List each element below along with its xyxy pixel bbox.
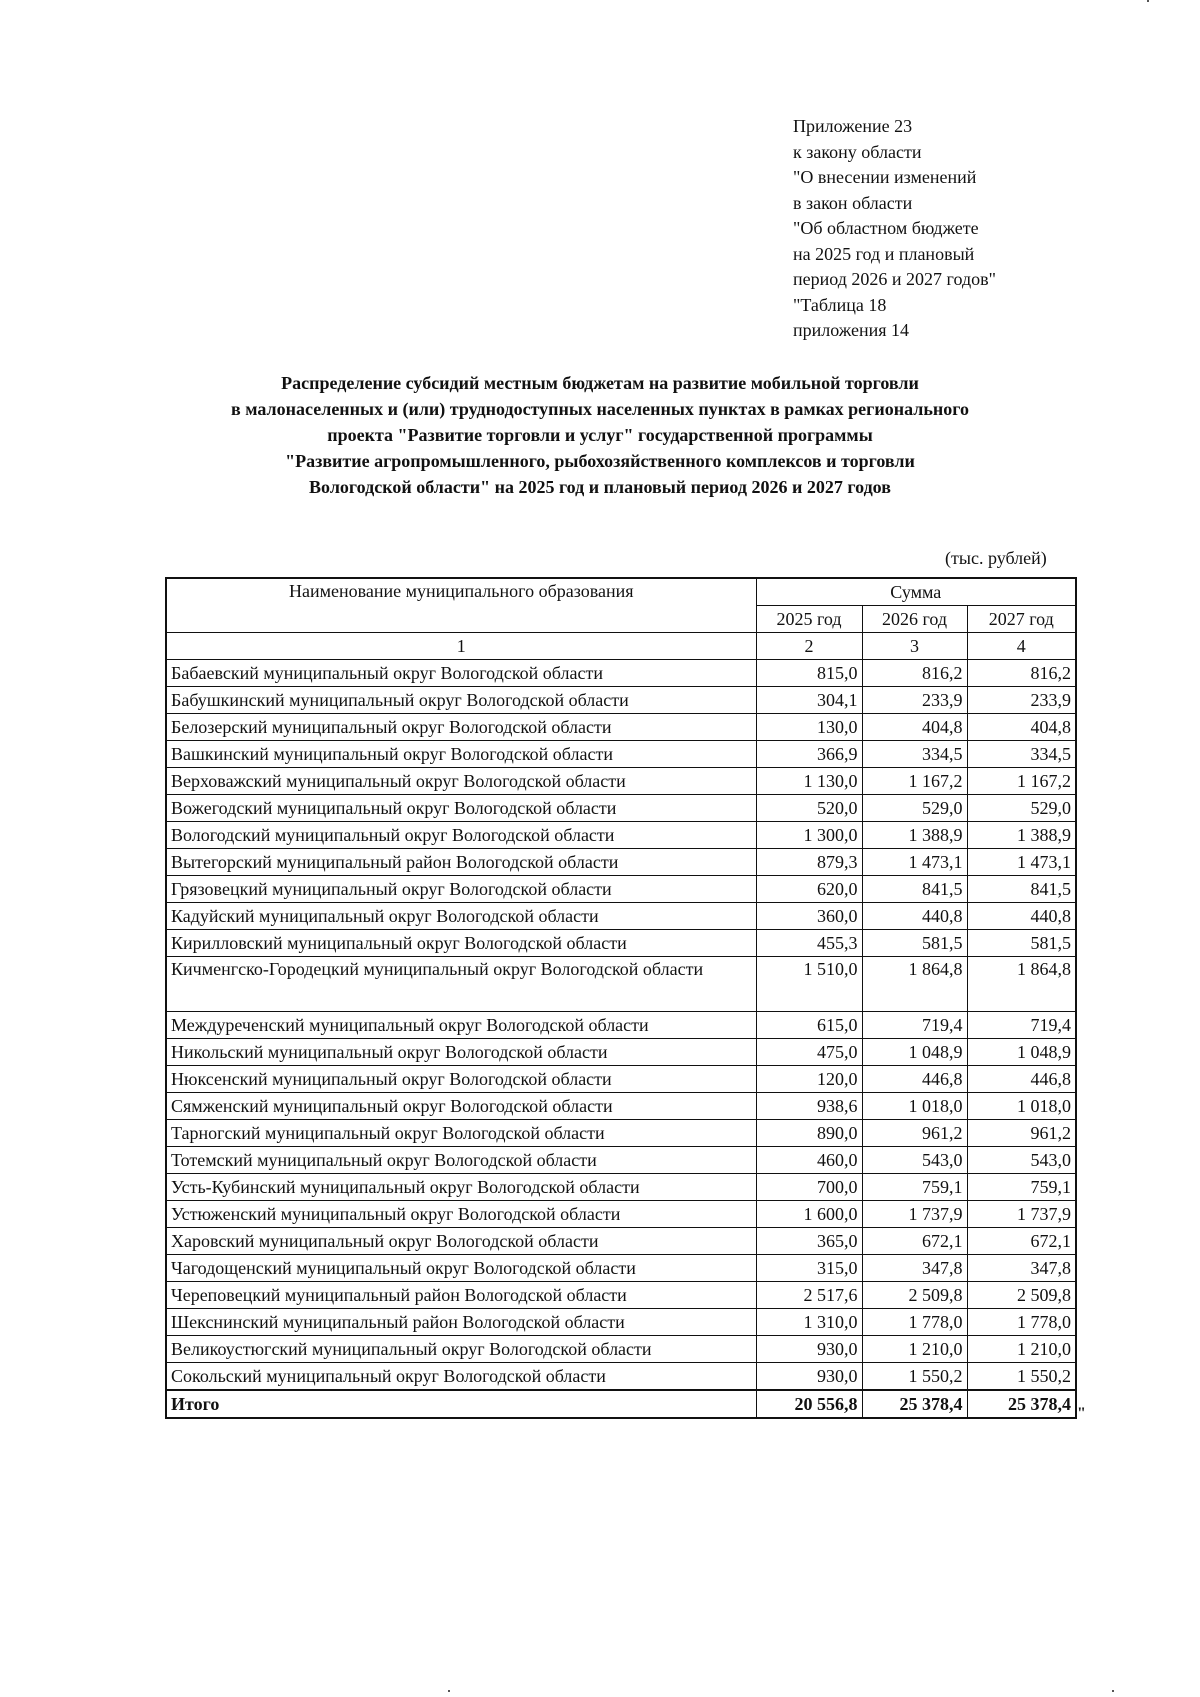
table-row xyxy=(166,687,1076,714)
closing-quote: " xyxy=(1077,1405,1086,1422)
table-row xyxy=(166,1363,1076,1391)
value-2026: 543,0 xyxy=(862,1147,967,1174)
value-2026: 529,0 xyxy=(862,795,967,822)
table-row xyxy=(166,714,1076,741)
col-number: 2 xyxy=(756,633,862,660)
value-2026: 1 737,9 xyxy=(862,1201,967,1228)
header-year-2025: 2025 год xyxy=(756,606,862,633)
table-row xyxy=(166,1066,1076,1093)
table-row xyxy=(166,741,1076,768)
value-2026: 1 778,0 xyxy=(862,1309,967,1336)
table-row xyxy=(166,1336,1076,1363)
value-2025: 700,0 xyxy=(756,1174,862,1201)
document-title xyxy=(150,370,1050,500)
value-2027: 334,5 xyxy=(967,741,1076,768)
municipality-name: Нюксенский муниципальный округ Вологодской области xyxy=(166,1066,756,1093)
value-2025: 615,0 xyxy=(756,1012,862,1039)
appendix-line: к закону области xyxy=(793,141,922,162)
value-2026: 719,4 xyxy=(862,1012,967,1039)
col-number: 3 xyxy=(862,633,967,660)
value-2025: 366,9 xyxy=(756,741,862,768)
municipality-name: Сокольский муниципальный округ Вологодской области xyxy=(166,1363,756,1391)
value-2025: 315,0 xyxy=(756,1255,862,1282)
value-2027: 581,5 xyxy=(967,930,1076,957)
value-2027: 2 509,8 xyxy=(967,1282,1076,1309)
municipality-name: Сямженский муниципальный округ Вологодской области xyxy=(166,1093,756,1120)
table-row xyxy=(166,849,1076,876)
municipality-name: Кичменгско-Городецкий муниципальный округ Вологодской области xyxy=(166,957,756,1012)
value-2025: 475,0 xyxy=(756,1039,862,1066)
table-row xyxy=(166,903,1076,930)
value-2027: 529,0 xyxy=(967,795,1076,822)
appendix-note xyxy=(793,114,996,344)
header-year-2026: 2026 год xyxy=(862,606,967,633)
value-2025: 455,3 xyxy=(756,930,862,957)
appendix-line: приложения 14 xyxy=(793,320,910,340)
total-2027: 25 378,4 xyxy=(967,1390,1076,1418)
table-row xyxy=(166,822,1076,849)
municipality-name: Череповецкий муниципальный район Вологодской области xyxy=(166,1282,756,1309)
table-row xyxy=(166,1228,1076,1255)
appendix-line: "Об областном бюджете xyxy=(793,218,979,238)
value-2026: 1 388,9 xyxy=(862,822,967,849)
value-2026: 841,5 xyxy=(862,876,967,903)
table-row xyxy=(166,768,1076,795)
value-2025: 938,6 xyxy=(756,1093,862,1120)
municipality-name: Усть-Кубинский муниципальный округ Вологодской области xyxy=(166,1174,756,1201)
value-2027: 1 048,9 xyxy=(967,1039,1076,1066)
municipality-name: Междуреченский муниципальный округ Вологодской области xyxy=(166,1012,756,1039)
table-row xyxy=(166,1147,1076,1174)
value-2027: 961,2 xyxy=(967,1120,1076,1147)
value-2025: 879,3 xyxy=(756,849,862,876)
municipality-name: Верховажский муниципальный округ Вологодской области xyxy=(166,768,756,795)
value-2026: 1 864,8 xyxy=(862,957,967,1012)
value-2025: 930,0 xyxy=(756,1336,862,1363)
municipality-name: Тотемский муниципальный округ Вологодской области xyxy=(166,1147,756,1174)
value-2027: 440,8 xyxy=(967,903,1076,930)
value-2027: 672,1 xyxy=(967,1228,1076,1255)
value-2025: 120,0 xyxy=(756,1066,862,1093)
value-2025: 1 130,0 xyxy=(756,768,862,795)
table-row xyxy=(166,1282,1076,1309)
col-number: 1 xyxy=(166,633,756,660)
municipality-name: Чагодощенский муниципальный округ Вологодской области xyxy=(166,1255,756,1282)
municipality-name: Кадуйский муниципальный округ Вологодской области xyxy=(166,903,756,930)
value-2026: 672,1 xyxy=(862,1228,967,1255)
municipality-name: Великоустюгский муниципальный округ Вологодской области xyxy=(166,1336,756,1363)
value-2025: 1 600,0 xyxy=(756,1201,862,1228)
table-row xyxy=(166,930,1076,957)
value-2027: 841,5 xyxy=(967,876,1076,903)
municipality-name: Бабаевский муниципальный округ Вологодской области xyxy=(166,660,756,687)
value-2027: 1 864,8 xyxy=(967,957,1076,1012)
municipality-name: Вожегодский муниципальный округ Вологодской области xyxy=(166,795,756,822)
table-row xyxy=(166,1255,1076,1282)
value-2027: 347,8 xyxy=(967,1255,1076,1282)
value-2027: 404,8 xyxy=(967,714,1076,741)
table-row xyxy=(166,1201,1076,1228)
value-2026: 440,8 xyxy=(862,903,967,930)
value-2027: 233,9 xyxy=(967,687,1076,714)
value-2027: 1 167,2 xyxy=(967,768,1076,795)
appendix-line: Приложение 23 xyxy=(793,116,913,136)
title-line: в малонаселенных и (или) труднодоступных населенных пунктах в рамках регионального xyxy=(231,399,969,419)
municipality-name: Вашкинский муниципальный округ Вологодской области xyxy=(166,741,756,768)
table-row xyxy=(166,660,1076,687)
value-2027: 816,2 xyxy=(967,660,1076,687)
total-2025: 20 556,8 xyxy=(756,1390,862,1418)
table-body xyxy=(166,660,1076,1391)
value-2025: 1 310,0 xyxy=(756,1309,862,1336)
municipality-name: Тарногский муниципальный округ Вологодской области xyxy=(166,1120,756,1147)
value-2026: 1 167,2 xyxy=(862,768,967,795)
value-2025: 930,0 xyxy=(756,1363,862,1391)
scan-speck xyxy=(1112,1690,1114,1692)
table-row xyxy=(166,1093,1076,1120)
municipality-name: Харовский муниципальный округ Вологодской области xyxy=(166,1228,756,1255)
header-sum: Сумма xyxy=(756,578,1076,606)
table-row xyxy=(166,1039,1076,1066)
title-line: Вологодской области" на 2025 год и плановый период 2026 и 2027 годов xyxy=(309,477,891,497)
appendix-line: на 2025 год и плановый xyxy=(793,243,975,264)
municipality-name: Кирилловский муниципальный округ Вологодской области xyxy=(166,930,756,957)
value-2025: 520,0 xyxy=(756,795,862,822)
total-2026: 25 378,4 xyxy=(862,1390,967,1418)
value-2026: 2 509,8 xyxy=(862,1282,967,1309)
col-number: 4 xyxy=(967,633,1076,660)
value-2026: 334,5 xyxy=(862,741,967,768)
value-2026: 961,2 xyxy=(862,1120,967,1147)
municipality-name: Вологодский муниципальный округ Вологодской области xyxy=(166,822,756,849)
value-2025: 460,0 xyxy=(756,1147,862,1174)
value-2026: 581,5 xyxy=(862,930,967,957)
table-row xyxy=(166,1174,1076,1201)
value-2027: 1 737,9 xyxy=(967,1201,1076,1228)
value-2027: 446,8 xyxy=(967,1066,1076,1093)
value-2025: 620,0 xyxy=(756,876,862,903)
municipality-name: Белозерский муниципальный округ Вологодской области xyxy=(166,714,756,741)
table-row xyxy=(166,957,1076,1012)
value-2027: 1 210,0 xyxy=(967,1336,1076,1363)
municipality-name: Вытегорский муниципальный район Вологодской области xyxy=(166,849,756,876)
value-2025: 1 510,0 xyxy=(756,957,862,1012)
title-line: проекта "Развитие торговли и услуг" государственной программы xyxy=(327,425,873,445)
table-row xyxy=(166,1012,1076,1039)
municipality-name: Устюженский муниципальный округ Вологодской области xyxy=(166,1201,756,1228)
value-2027: 1 388,9 xyxy=(967,822,1076,849)
table-row xyxy=(166,876,1076,903)
scan-speck xyxy=(1147,0,1149,2)
value-2026: 1 018,0 xyxy=(862,1093,967,1120)
appendix-line: "О внесении изменений xyxy=(793,167,977,187)
value-2027: 1 550,2 xyxy=(967,1363,1076,1391)
value-2027: 1 778,0 xyxy=(967,1309,1076,1336)
appendix-line: период 2026 и 2027 годов" xyxy=(793,269,996,289)
value-2026: 1 048,9 xyxy=(862,1039,967,1066)
table-row xyxy=(166,1309,1076,1336)
value-2026: 1 210,0 xyxy=(862,1336,967,1363)
value-2027: 759,1 xyxy=(967,1174,1076,1201)
value-2025: 304,1 xyxy=(756,687,862,714)
value-2027: 1 473,1 xyxy=(967,849,1076,876)
value-2025: 815,0 xyxy=(756,660,862,687)
header-year-2027: 2027 год xyxy=(967,606,1076,633)
value-2027: 719,4 xyxy=(967,1012,1076,1039)
value-2025: 130,0 xyxy=(756,714,862,741)
value-2026: 233,9 xyxy=(862,687,967,714)
appendix-line: "Таблица 18 xyxy=(793,294,887,315)
value-2026: 404,8 xyxy=(862,714,967,741)
municipality-name: Шекснинский муниципальный район Вологодской области xyxy=(166,1309,756,1336)
value-2025: 1 300,0 xyxy=(756,822,862,849)
title-line: Распределение субсидий местным бюджетам на развитие мобильной торговли xyxy=(281,373,919,393)
value-2026: 446,8 xyxy=(862,1066,967,1093)
units-label: (тыс. рублей) xyxy=(945,548,1047,568)
value-2027: 1 018,0 xyxy=(967,1093,1076,1120)
value-2025: 360,0 xyxy=(756,903,862,930)
appendix-line: в закон области xyxy=(793,192,913,213)
value-2026: 1 473,1 xyxy=(862,849,967,876)
value-2026: 759,1 xyxy=(862,1174,967,1201)
value-2026: 816,2 xyxy=(862,660,967,687)
total-row xyxy=(166,1390,1076,1418)
header-name: Наименование муниципального образования xyxy=(166,578,756,633)
total-label: Итого xyxy=(166,1390,756,1418)
value-2027: 543,0 xyxy=(967,1147,1076,1174)
title-line: "Развитие агропромышленного, рыбохозяйственного комплексов и торговли xyxy=(285,451,915,471)
value-2025: 2 517,6 xyxy=(756,1282,862,1309)
value-2025: 890,0 xyxy=(756,1120,862,1147)
value-2026: 1 550,2 xyxy=(862,1363,967,1391)
table-row xyxy=(166,795,1076,822)
subsidy-table xyxy=(165,577,1077,1419)
scan-speck xyxy=(448,1690,450,1692)
municipality-name: Никольский муниципальный округ Вологодской области xyxy=(166,1039,756,1066)
municipality-name: Грязовецкий муниципальный округ Вологодской области xyxy=(166,876,756,903)
value-2026: 347,8 xyxy=(862,1255,967,1282)
value-2025: 365,0 xyxy=(756,1228,862,1255)
table-row xyxy=(166,1120,1076,1147)
municipality-name: Бабушкинский муниципальный округ Вологодской области xyxy=(166,687,756,714)
